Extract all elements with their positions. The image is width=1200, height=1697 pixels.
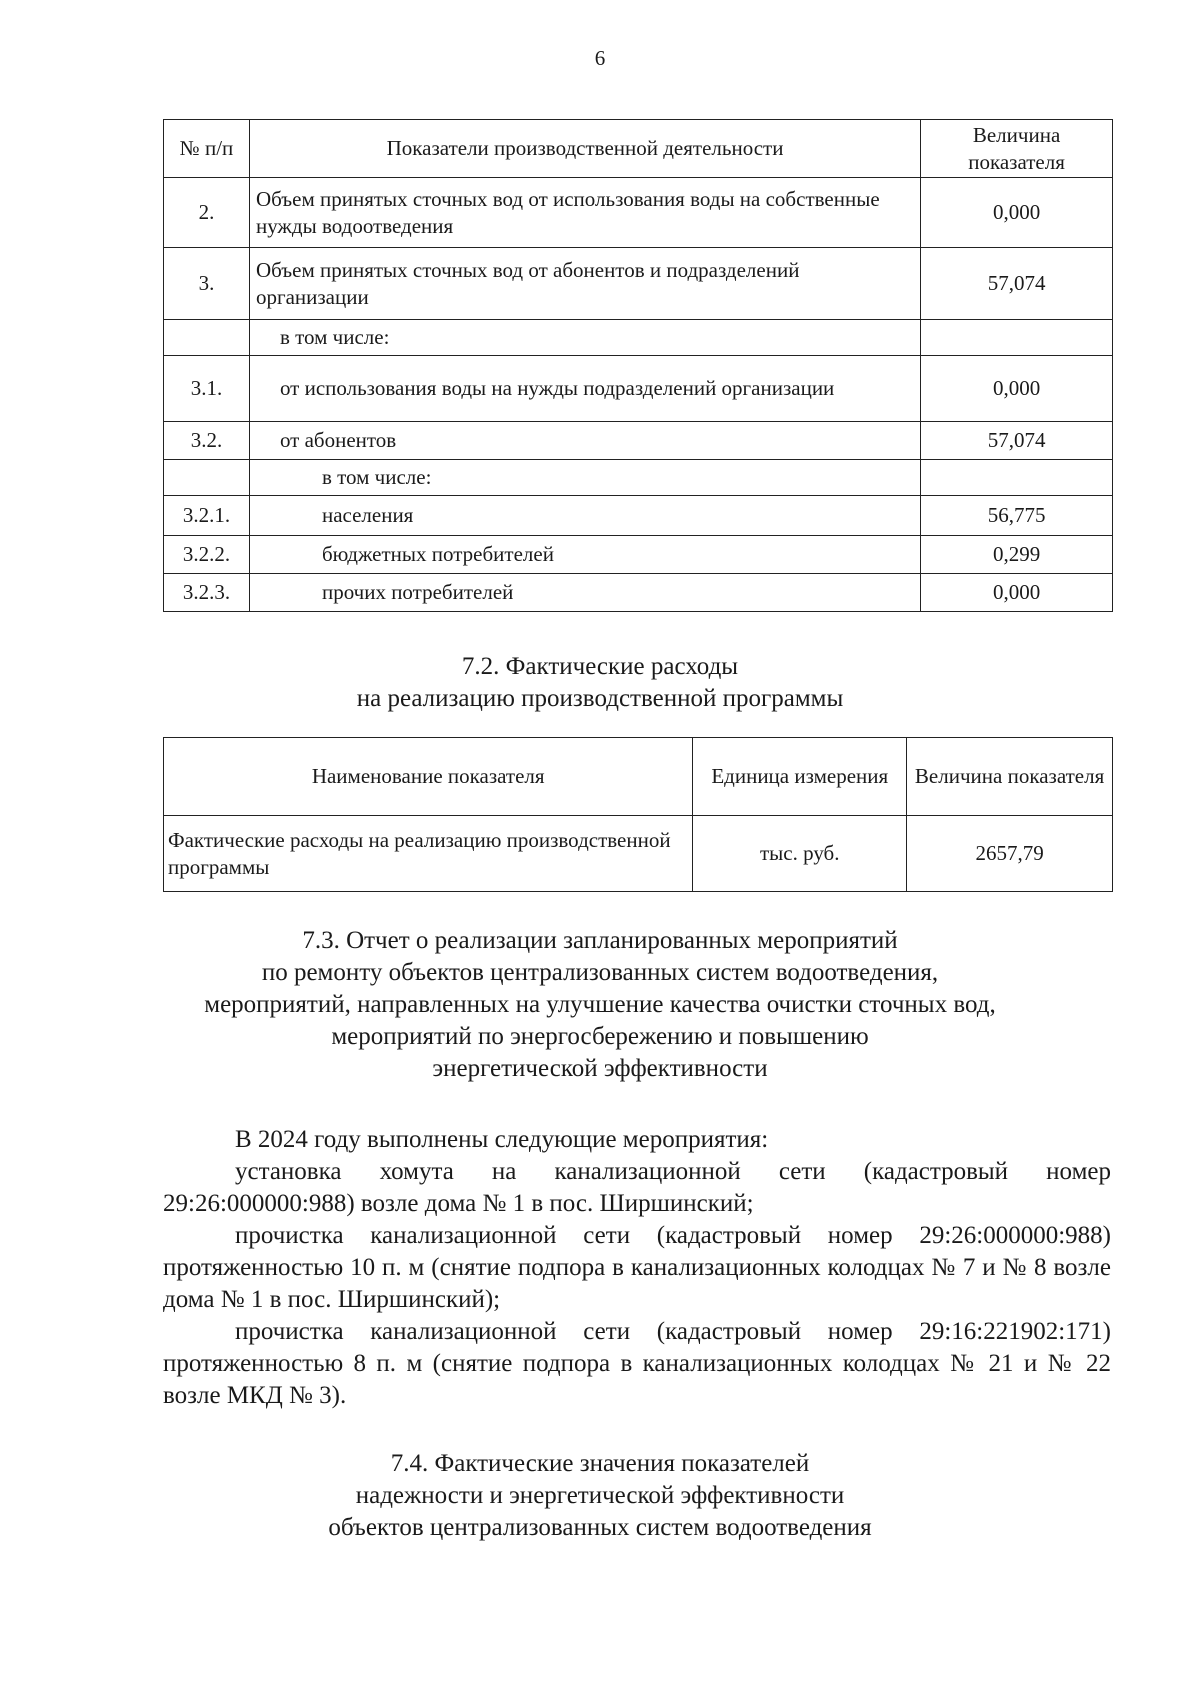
row-num	[164, 320, 250, 356]
table-row	[164, 320, 1113, 356]
row-name: Фактические расходы на реализацию производственной программы	[164, 816, 693, 892]
row-name: прочих потребителей	[249, 574, 920, 612]
table-row	[164, 248, 1113, 320]
table-row	[164, 574, 1113, 612]
row-name: бюджетных потребителей	[249, 536, 920, 574]
heading-line: 7.4. Фактические значения показателей	[390, 1450, 810, 1477]
heading-line: по ремонту объектов централизованных систем водоотведения,	[261, 959, 939, 986]
row-name: в том числе:	[249, 320, 920, 356]
table-row	[164, 460, 1113, 496]
table-header-row	[164, 120, 1113, 178]
row-num: 3.2.2.	[164, 536, 250, 574]
paragraph: В 2024 году выполнены следующие мероприятия:	[235, 1126, 769, 1153]
page-number: 6	[594, 46, 606, 70]
heading-line: на реализацию производственной программы	[356, 685, 844, 712]
table-row	[164, 422, 1113, 460]
row-value: 56,775	[921, 496, 1113, 536]
header-name: Наименование показателя	[164, 738, 693, 816]
header-name: Показатели производственной деятельности	[249, 120, 920, 178]
row-value: 0,000	[921, 178, 1113, 248]
row-value: 2657,79	[907, 816, 1113, 892]
paragraph: установка хомута на канализационной сети (кадастровый номер 29:26:000000:988) возле дома № 1 в пос. Ширшинский;	[163, 1158, 1111, 1217]
table-header-row	[164, 738, 1113, 816]
table-row	[164, 178, 1113, 248]
heading-line: энергетической эффективности	[432, 1055, 768, 1082]
table-row	[164, 816, 1113, 892]
row-num: 3.2.3.	[164, 574, 250, 612]
heading-line: объектов централизованных систем водоотведения	[328, 1514, 872, 1541]
row-num: 3.	[164, 248, 250, 320]
header-unit: Единица измерения	[693, 738, 907, 816]
body-text	[163, 1124, 1111, 1412]
heading-line: мероприятий, направленных на улучшение качества очистки сточных вод,	[204, 991, 996, 1018]
row-value: 57,074	[921, 248, 1113, 320]
heading-line: мероприятий по энергосбережению и повышению	[331, 1023, 869, 1050]
expenses-table	[163, 737, 1113, 892]
section-7-2-heading	[0, 651, 1200, 715]
header-num: № п/п	[164, 120, 250, 178]
table-row	[164, 536, 1113, 574]
row-name: Объем принятых сточных вод от использования воды на собственные нужды водоотведения	[249, 178, 920, 248]
paragraph: прочистка канализационной сети (кадастровый номер 29:26:000000:988) протяженностью 10 п. м (снятие подпора в канализационных колодцах № 7 и № 8 возле дома № 1 в пос. Ширшинский);	[163, 1222, 1111, 1313]
row-num: 3.2.	[164, 422, 250, 460]
table-row	[164, 496, 1113, 536]
row-num	[164, 460, 250, 496]
section-7-3-heading	[0, 925, 1200, 1085]
row-value: 0,000	[921, 574, 1113, 612]
row-num: 3.1.	[164, 356, 250, 422]
heading-line: 7.3. Отчет о реализации запланированных мероприятий	[302, 927, 898, 954]
production-indicators-table	[163, 119, 1113, 612]
heading-line: надежности и энергетической эффективности	[355, 1482, 845, 1509]
row-value	[921, 320, 1113, 356]
row-value: 0,299	[921, 536, 1113, 574]
table-row	[164, 356, 1113, 422]
section-7-4-heading	[0, 1448, 1200, 1544]
row-name: от использования воды на нужды подразделений организации	[249, 356, 920, 422]
row-name: в том числе:	[249, 460, 920, 496]
row-name: населения	[249, 496, 920, 536]
row-value: 0,000	[921, 356, 1113, 422]
row-num: 2.	[164, 178, 250, 248]
row-unit: тыс. руб.	[693, 816, 907, 892]
row-value: 57,074	[921, 422, 1113, 460]
row-name: от абонентов	[249, 422, 920, 460]
header-value: Величина показателя	[921, 120, 1113, 178]
header-value: Величина показателя	[907, 738, 1113, 816]
row-value	[921, 460, 1113, 496]
row-name: Объем принятых сточных вод от абонентов и подразделений организации	[249, 248, 920, 320]
heading-line: 7.2. Фактические расходы	[461, 653, 739, 680]
row-num: 3.2.1.	[164, 496, 250, 536]
paragraph: прочистка канализационной сети (кадастровый номер 29:16:221902:171) протяженностью 8 п. м (снятие подпора в канализационных колодцах № 21 и № 22 возле МКД № 3).	[163, 1318, 1111, 1409]
